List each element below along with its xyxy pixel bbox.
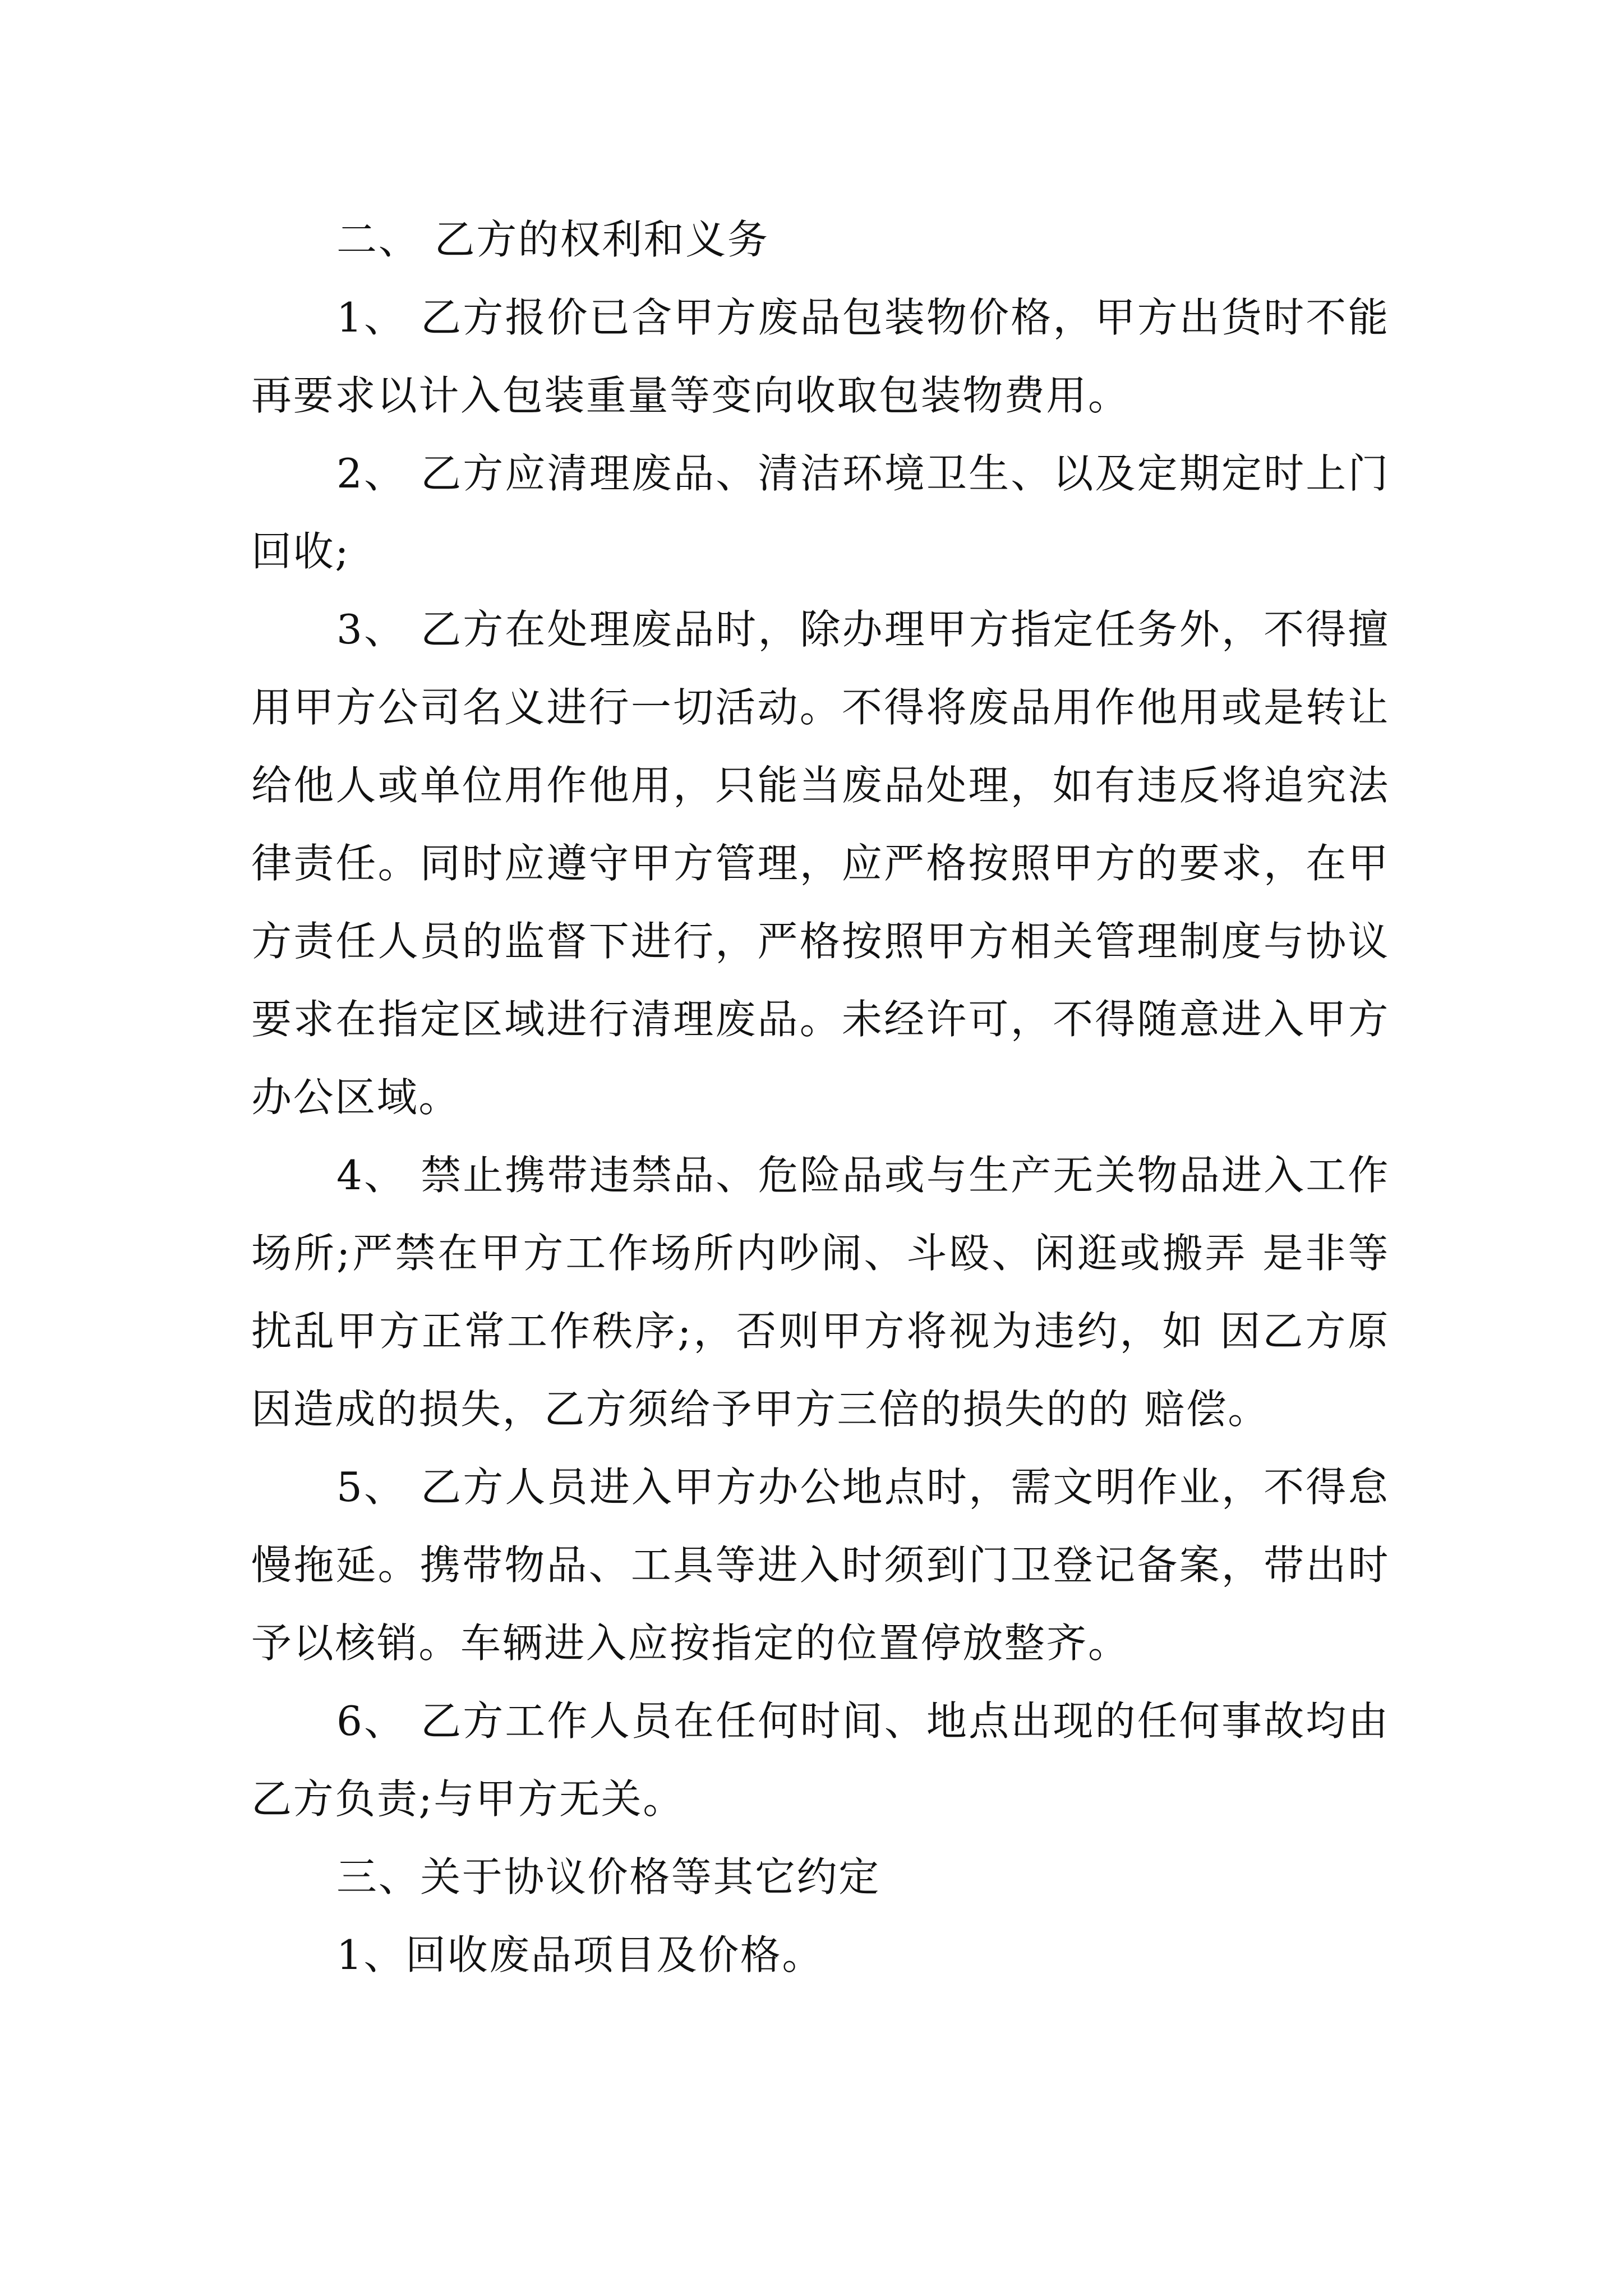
clause-1-items-and-prices: 1、回收废品项目及价格。 <box>336 1931 824 1978</box>
clause-3-handling-waste: 3、 乙方在处理废品时，除办理甲方指定任务外，不得擅用甲方公司名义进行一切活动。不得将废品用作他用或是转让给他人或单位用作他用，只能当废品处理，如有违反将追究法律责任。同时应遵守甲方管理，应严格按照甲方的要求，在甲方责任人员的监督下进行，严格按照甲方相关管理制度与协议要求在指定区域进行清理废品。未经许可，不得随意进入甲方办公区域。 <box>251 606 1390 1121</box>
section-heading-price-agreement: 三、关于协议价格等其它约定 <box>336 1853 880 1901</box>
clause-2-cleaning-collection: 2、 乙方应清理废品、清洁环境卫生、以及定期定时上门回收; <box>251 450 1390 575</box>
clause-5-office-conduct: 5、 乙方人员进入甲方办公地点时，需文明作业，不得怠慢拖延。携带物品、工具等进入时须到门卫登记备案，带出时予以核销。车辆进入应按指定的位置停放整齐。 <box>251 1464 1390 1667</box>
document-body <box>251 201 1390 1994</box>
clause-4-prohibited-items: 4、 禁止携带违禁品、危险品或与生产无关物品进入工作场所;严禁在甲方工作场所内吵闹、斗殴、闲逛或搬弄 是非等扰乱甲方正常工作秩序;，否则甲方将视为违约，如 因乙方原因造成的损失，乙方须给予甲方三倍的损失的的 赔偿。 <box>251 1152 1390 1433</box>
clause-6-accident-liability: 6、 乙方工作人员在任何时间、地点出现的任何事故均由乙方负责;与甲方无关。 <box>251 1697 1390 1823</box>
section-heading-party-b-rights: 二、 乙方的权利和义务 <box>336 216 769 263</box>
clause-1-packaging-price: 1、 乙方报价已含甲方废品包装物价格，甲方出货时不能再要求以计入包装重量等变向收取包装物费用。 <box>251 294 1390 419</box>
